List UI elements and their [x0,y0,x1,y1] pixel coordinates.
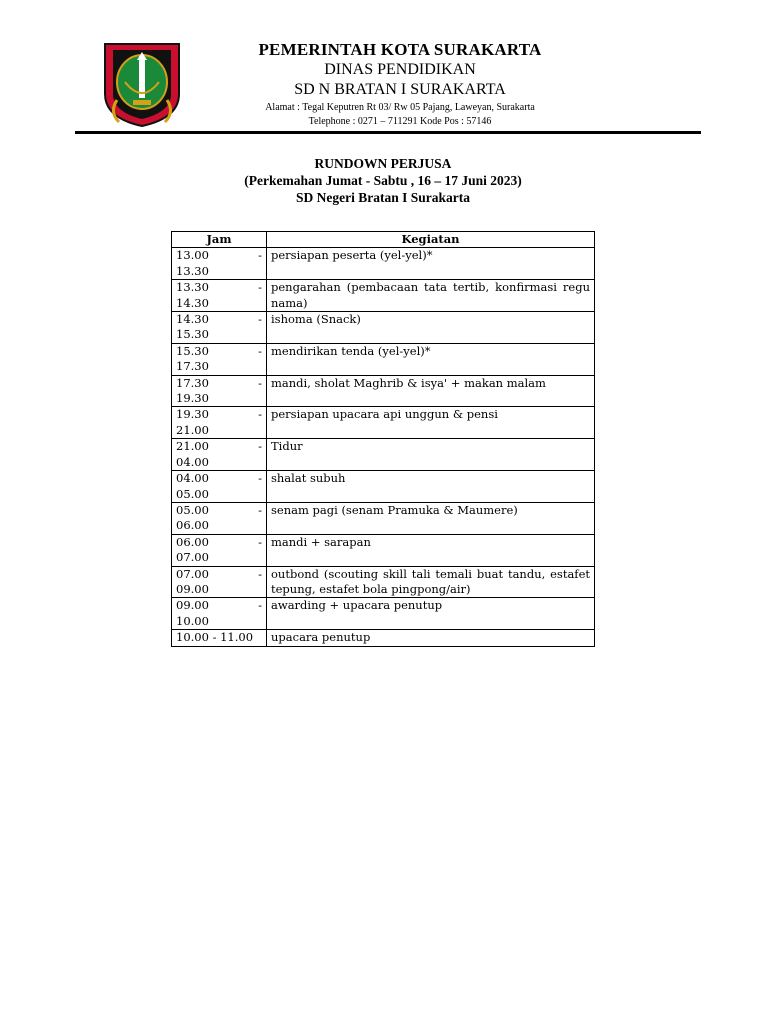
jam-cell [172,598,267,630]
title-line-3: SD Negeri Bratan I Surakarta [296,190,470,205]
table-header-row [172,232,595,248]
letterhead [200,40,600,129]
letterhead-telephone: Telephone : 0271 – 711291 Kode Pos : 57146 [308,116,492,127]
letterhead-divider [75,131,701,134]
jam-end: 13.30 [176,263,209,278]
jam-end: 06.00 [176,518,209,533]
jam-end: 21.00 [176,422,209,437]
rundown-table [171,231,595,647]
jam-cell [172,375,267,407]
kegiatan-cell: awarding + upacara penutup [267,598,595,630]
jam-start: 13.00 [176,248,209,263]
jam-separator: - [258,471,262,486]
table-row [172,343,595,375]
jam-separator: - [258,248,262,263]
jam-separator: - [258,598,262,613]
kegiatan-cell: persiapan peserta (yel-yel)* [267,248,595,280]
kegiatan-cell: persiapan upacara api unggun & pensi [267,407,595,439]
jam-separator: - [258,566,262,581]
table-row [172,566,595,598]
jam-start: 14.30 [176,312,209,327]
kegiatan-cell: mandi, sholat Maghrib & isya' + makan malam [267,375,595,407]
jam-start: 06.00 [176,534,209,549]
jam-start: 04.00 [176,471,209,486]
jam-separator: - [258,534,262,549]
letterhead-address: Alamat : Tegal Keputren Rt 03/ Rw 05 Pajang, Laweyan, Surakarta [265,102,535,113]
kegiatan-cell: mandi + sarapan [267,534,595,566]
kegiatan-cell: pengarahan (pembacaan tata tertib, konfirmasi regu nama) [267,280,595,312]
jam-separator: - [258,312,262,327]
jam-separator: - [258,280,262,295]
jam-separator: - [258,439,262,454]
kegiatan-cell: outbond (scouting skill tali temali buat tandu, estafet tepung, estafet bola pingpong/air) [267,566,595,598]
jam-end: 17.30 [176,359,209,374]
kegiatan-cell: upacara penutup [267,630,595,646]
document-title [170,155,596,206]
jam-cell [172,471,267,503]
jam-cell [172,312,267,344]
header-jam: Jam [172,232,267,248]
table-row [172,248,595,280]
jam-end: 10.00 [176,613,209,628]
jam-end: 19.30 [176,391,209,406]
table-row [172,598,595,630]
jam-end: 09.00 [176,581,209,596]
jam-cell [172,534,267,566]
jam-start: 21.00 [176,439,209,454]
jam-start: 05.00 [176,502,209,517]
jam-start: 17.30 [176,375,209,390]
jam-cell [172,280,267,312]
kegiatan-cell: senam pagi (senam Pramuka & Maumere) [267,502,595,534]
table-row [172,630,595,646]
table-row [172,280,595,312]
jam-start: 07.00 [176,566,209,581]
letterhead-school: SD N BRATAN I SURAKARTA [294,81,506,98]
letterhead-government: PEMERINTAH KOTA SURAKARTA [258,40,542,59]
jam-cell [172,248,267,280]
kegiatan-cell: mendirikan tenda (yel-yel)* [267,343,595,375]
table-row [172,534,595,566]
jam-start: 19.30 [176,407,209,422]
table-row [172,439,595,471]
kegiatan-cell: ishoma (Snack) [267,312,595,344]
jam-start: 15.30 [176,343,209,358]
jam-end: 15.30 [176,327,209,342]
letterhead-department: DINAS PENDIDIKAN [324,61,476,78]
title-line-2: (Perkemahan Jumat - Sabtu , 16 – 17 Juni 2023) [244,173,522,188]
jam-end: 07.00 [176,550,209,565]
surakarta-city-emblem-icon [103,42,181,128]
header-kegiatan: Kegiatan [267,232,595,248]
jam-start: 13.30 [176,280,209,295]
table-row [172,312,595,344]
table-row [172,471,595,503]
jam-cell [172,502,267,534]
kegiatan-cell: shalat subuh [267,471,595,503]
title-line-1: RUNDOWN PERJUSA [314,156,452,171]
jam-end: 04.00 [176,454,209,469]
table-row [172,375,595,407]
jam-cell: 10.00 - 11.00 [172,630,267,646]
jam-start: 09.00 [176,598,209,613]
jam-separator: - [258,502,262,517]
jam-cell [172,407,267,439]
jam-separator: - [258,407,262,422]
jam-separator: - [258,343,262,358]
jam-cell [172,566,267,598]
table-row [172,407,595,439]
jam-separator: - [258,375,262,390]
kegiatan-cell: Tidur [267,439,595,471]
jam-end: 14.30 [176,295,209,310]
table-row [172,502,595,534]
jam-end: 05.00 [176,486,209,501]
jam-cell [172,343,267,375]
jam-cell [172,439,267,471]
